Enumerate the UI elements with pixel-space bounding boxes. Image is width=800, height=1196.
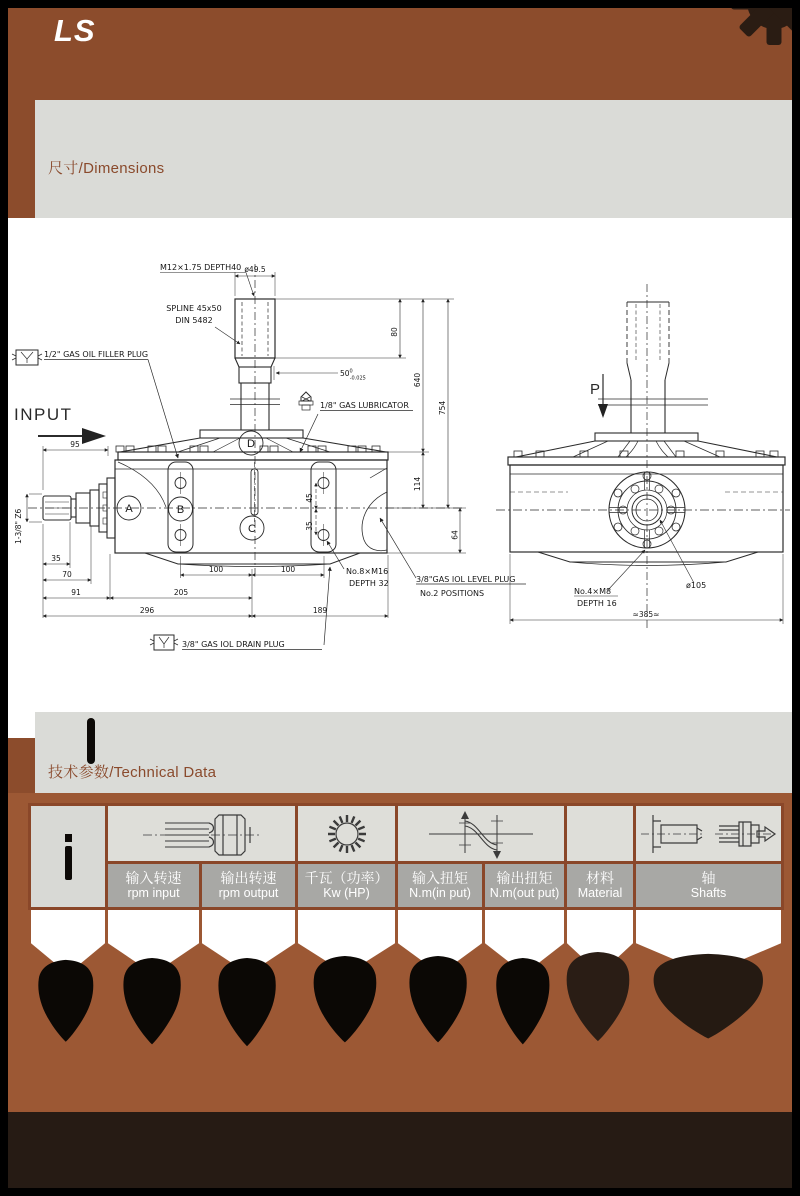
dim-dia-top: ø49.5 bbox=[244, 265, 266, 274]
dim-189: 189 bbox=[312, 606, 328, 615]
dim-114: 114 bbox=[413, 476, 422, 492]
side-view bbox=[496, 284, 790, 630]
dim-100b: 100 bbox=[280, 565, 296, 574]
label-input-shaft-spec: 1-3/8" Z6 bbox=[14, 508, 23, 544]
page-content bbox=[8, 8, 792, 1188]
dim-640: 640 bbox=[413, 372, 422, 388]
label-level-plug-2: No.2 POSITIONS bbox=[420, 589, 485, 598]
dim-296: 296 bbox=[139, 606, 155, 615]
label-spline-2: DIN 5482 bbox=[175, 316, 213, 325]
dim-64: 64 bbox=[450, 530, 460, 540]
label-lubricator: 1/8" GAS LUBRICATOR bbox=[320, 401, 409, 410]
redaction-blob bbox=[567, 952, 630, 1041]
letter-d: D bbox=[247, 438, 255, 450]
label-drain-plug: 3/8" GAS IOL DRAIN PLUG bbox=[182, 640, 285, 649]
gear-logo-icon bbox=[710, 8, 792, 72]
label-bolts-front-1: No.8×M16 bbox=[346, 567, 389, 576]
dim-80: 80 bbox=[390, 327, 399, 337]
column-header-shafts: 轴 Shafts bbox=[636, 864, 781, 907]
accent-bar bbox=[87, 718, 95, 764]
column-header-material: 材料 Material bbox=[567, 864, 633, 907]
technical-table-band bbox=[8, 793, 792, 1112]
label-level-plug-1: 3/8"GAS IOL LEVEL PLUG bbox=[416, 575, 516, 584]
oil-filler-plug-icon bbox=[12, 350, 42, 365]
dim-35: 35 bbox=[51, 554, 61, 563]
label-p-mark: P bbox=[590, 381, 601, 398]
label-m12: M12×1.75 DEPTH40 bbox=[160, 263, 242, 272]
flange-bolts-side bbox=[514, 451, 778, 457]
column-header-torque-out: 输出扭矩 N.m(out put) bbox=[485, 864, 564, 907]
label-bolts-side-1: No.4×M8 bbox=[574, 587, 612, 596]
column-header-kw: 千瓦（功率） Kw (HP) bbox=[298, 864, 395, 907]
dimensions-drawing bbox=[8, 218, 792, 712]
dim-35v: 35 bbox=[305, 521, 314, 531]
redaction-blob bbox=[654, 954, 763, 1039]
section-title-technical: 技术参数/Technical Data bbox=[48, 764, 217, 781]
label-bolts-side-2: DEPTH 16 bbox=[577, 599, 617, 608]
redaction-blobs bbox=[8, 793, 792, 1112]
front-dimensions bbox=[14, 263, 466, 618]
redaction-blob bbox=[314, 956, 377, 1042]
label-bolts-front-2: DEPTH 32 bbox=[349, 579, 389, 588]
redaction-blob bbox=[123, 958, 180, 1044]
side-dimensions bbox=[510, 520, 783, 624]
dim-50-tol: $50^0$ -0.025 bbox=[340, 368, 366, 382]
p-arrow bbox=[598, 404, 608, 418]
dim-95: 95 bbox=[70, 440, 80, 449]
gearbox-drawing bbox=[8, 222, 792, 712]
dim-45: 45 bbox=[305, 493, 314, 503]
dim-100a: 100 bbox=[208, 565, 224, 574]
column-header-torque-in: 输入扭矩 N.m(in put) bbox=[398, 864, 482, 907]
dim-70: 70 bbox=[62, 570, 72, 579]
column-header-rpm-input: 输入转速 rpm input bbox=[108, 864, 199, 907]
front-view bbox=[28, 264, 463, 574]
dim-385: ≈385≈ bbox=[632, 610, 660, 619]
redaction-blob bbox=[218, 958, 275, 1046]
label-dia-flange: ø105 bbox=[686, 581, 707, 590]
column-header-rpm-output: 输出转速 rpm output bbox=[202, 864, 295, 907]
label-input: INPUT bbox=[14, 405, 73, 424]
label-spline-1: SPLINE 45x50 bbox=[166, 304, 222, 313]
dim-754: 754 bbox=[438, 400, 447, 416]
redaction-blob bbox=[496, 958, 549, 1044]
label-filler-plug: 1/2" GAS OIL FILLER PLUG bbox=[44, 350, 149, 359]
section-title-dimensions: 尺寸/Dimensions bbox=[48, 160, 165, 177]
redaction-blob bbox=[38, 960, 93, 1042]
brand-logo: LS bbox=[54, 13, 96, 48]
letter-a: A bbox=[125, 503, 133, 515]
dim-205: 205 bbox=[173, 588, 189, 597]
redaction-blob bbox=[409, 956, 466, 1042]
footer-band bbox=[8, 1112, 792, 1188]
position-letters bbox=[117, 431, 264, 540]
lubricator-icon bbox=[299, 392, 313, 410]
oil-drain-plug-icon bbox=[150, 635, 178, 650]
input-arrow bbox=[82, 428, 106, 444]
letter-c: C bbox=[248, 523, 256, 535]
letter-b: B bbox=[176, 504, 185, 516]
dim-91: 91 bbox=[71, 588, 81, 597]
